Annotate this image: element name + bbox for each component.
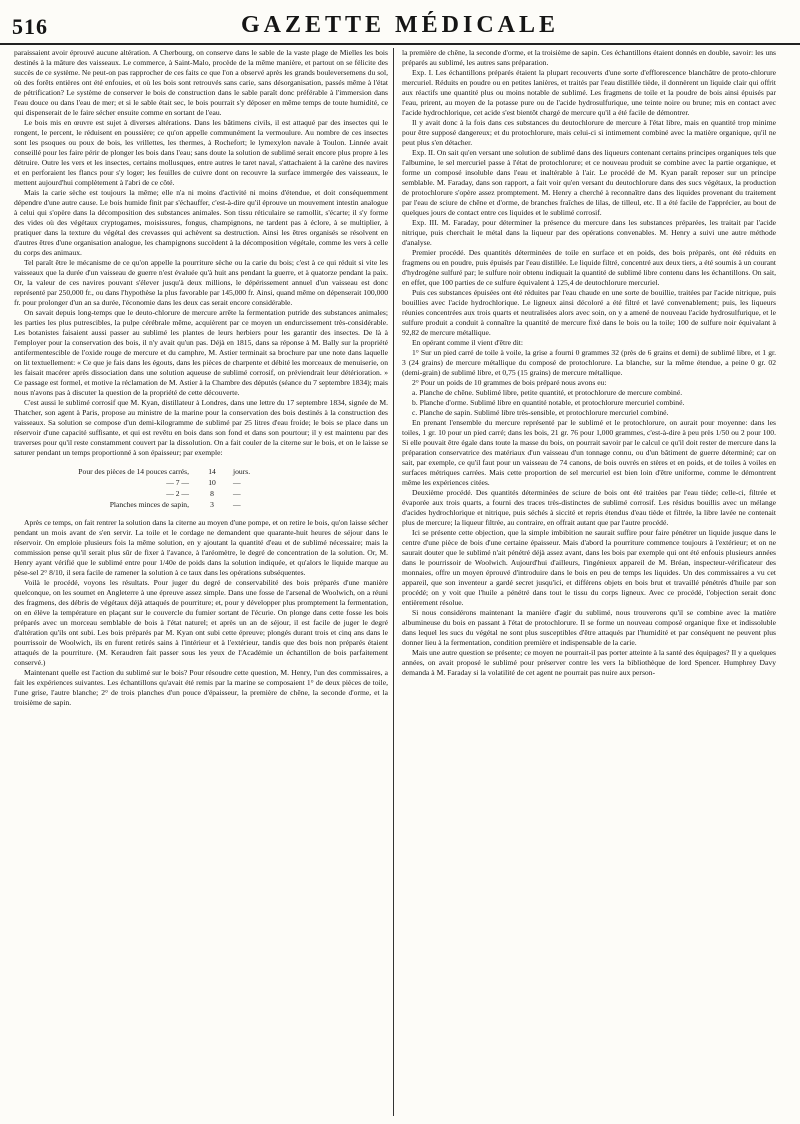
table-cell-unit: — — [233, 500, 241, 509]
table-cell-label: — 7 — — [166, 478, 189, 487]
paragraph: En opérant comme il vient d'être dit: — [412, 338, 524, 347]
table-cell-label: — 2 — — [166, 489, 189, 498]
journal-title: GAZETTE MÉDICALE — [240, 12, 560, 38]
paragraph: On savait depuis long-temps que le deuto-chlorure de mercure arrête la fermentation putride des substances animales; les parties les plus putrescibles, la pulpe cérébrale même, acquièrent par ce moyen un endurcissement très-considérable. Les botanistes faisaient aussi passer au sublimé les plantes de leurs herbiers pour les garantir des insectes. De là à l'employer pour la conservation des bois, il n'y avait qu'un pas. Déjà en 1815, dans sa réponse à M. Bally sur la propriété antifermentescible de l'oxide rouge de mercure et du camphre, M. Astier terminait sa brochure par une note dans laquelle on lit textuellement: « Ce que je fais dans les égouts, dans les pièces de charpente et débité les morceaux de menuiserie, on les faisait macérer après dissociation dans une solution aqueuse de sublimé corrosif, on préviendrait leur détérioration. » Ce passage est formel, et motive la réclamation de M. Astier à la Chambre des députés (séance du 7 septembre 1834); mais nous n'avons pas à discuter la question de la propriété de cette découverte. — [14, 308, 388, 397]
paragraph: paraissaient avoir éprouvé aucune altération. A Cherbourg, on conserve dans le sable de la vaste plage de Mielles les bois destinés à la mâture des vaisseaux. Le commerce, à Saint-Malo, procède de la même manière, et partout on se félicite des succès de ce système. Ne peut-on pas rapprocher de ces faits ce que l'on a observé après les grands bouleversemens du sol, où des forêts entières ont été enfouies, et où les bois sont retrouvés sans carie, sans désorganisation, passés même à l'état de pétrification? Le système de conserver le bois de construction dans le sable paraît donc préférable à l'immersion dans l'eau douce ou dans l'eau de mer; et si le sable était sec, le bois pourrait s'y déposer en même temps de toute humidité, ce qui dispenserait de le faire sécher ensuite comme en sortant de l'eau. — [14, 48, 388, 117]
paragraph: Ici se présente cette objection, que la simple imbibition ne saurait suffire pour faire pénétrer un liquide jusque dans le centre d'une pièce de bois d'une certaine épaisseur. Mais d'abord la pourriture commence toujours à l'extérieur; et on ne saurait douter que le sublimé n'ait pénétré déjà assez avant, dans les bois par exemple qui ont été enfouis plusieurs années dans le pourrissoir de Woolwich. Aujourd'hui d'ailleurs, l'ingénieux appareil de M. Bréan, inspecteur-vérificateur des monnaies, offre un moyen éprouvé d'introduire dans le bois en peu de temps les liquides. Un des commissaires a vu cet appareil, que son inventeur a gardé secret jusqu'ici, et différens objets en bois brut et travaillé pénétrés d'huile par son procédé; on y voit que l'huile a pénétré dans tout le tissu du corps ligneux. Avec ce procédé, l'objection serait donc entièrement résolue. — [402, 528, 776, 607]
paragraph: Tel paraît être le mécanisme de ce qu'on appelle la pourriture sèche ou la carie du bois; c'est à ce qui réduit si vite les vaisseaux que la durée d'un vaisseau de guerre n'est évaluée qu'à huit ans pendant la guerre, et à quatorze pendant la paix. Or, la valeur de ces navires pouvant s'élever jusqu'à deux millions, le dépérissement annuel d'un vaisseau est donc représenté par 250,000 fr., ou dans l'hypothèse la plus favorable par 145,000 fr. Ainsi, quand même on dépenserait 100,000 fr. pour prolonger d'un an sa durée, l'économie dans les deux cas serait encore considérable. — [14, 258, 388, 307]
paragraph: Voilà le procédé, voyons les résultats. Pour juger du degré de conservabilité des bois préparés d'une manière quelconque, on les soumet en Angleterre à une épreuve assez simple. Dans une fosse de l'arsenal de Woolwich, on a réuni des fragmens, des débris de végétaux déjà attaqués de pourriture; et, pour y développer plus promptement la fermentation, on en élève la température en plaçant sur le couvercle du fumier sortant de l'écurie. On plonge dans cette fosse les bois préparés avec un morceau semblable de bois à l'état naturel; et après un an de séjour, il est facile de juger le degré d'altération qu'ils ont subi. Les bois préparés par M. Kyan ont subi cette épreuve; plongés durant trois et cinq ans dans le pourrissoir de Woolwich, ils en furent retirés sains à l'intérieur et à l'extérieur, tandis que des bois non préparés étaient attaqués de la pourriture. (M. Keraudren fait passer sous les yeux de l'Académie un échantillon de bois parfaitement conservé.) — [14, 578, 388, 667]
paragraph: Après ce temps, on fait rentrer la solution dans la citerne au moyen d'une pompe, et on retire le bois, qu'on laisse sécher pendant un mois avant de s'en servir. La toile et le cordage ne demandent que quarante-huit heures de séjour dans le réservoir. On emploie plusieurs fois la même solution, en y ajoutant la quantité d'eau et de sublimé nécessaire; mais la commission pense qu'il serait plus sûr de fixer à l'avance, à l'aréomètre, le degré de concentration de la solution. Or, M. Henry ayant vérifié que le sublimé entre pour 1/40e de poids dans la solution indiquée, et qu'alors le liquide marque au pèse-sel 2° 8/10, il sera facile de ramener la solution à ce taux dans les opérations subséquentes. — [14, 518, 388, 577]
right-column — [402, 48, 776, 1118]
table-cell-unit: jours. — [233, 467, 251, 476]
paragraph: Puis ces substances épuisées ont été réduites par l'eau chaude en une sorte de bouillie, traitées par l'acide nitrique, puis bouillies avec l'acide hydrochlorique. Le ligneux ainsi décoloré a été filtré et lavé convenablement; puis, les liqueurs réunies concentrées aux trois quarts et neutralisées alors avec soin, on y a amené de nouveau l'acide hydrosulfurique, et le sulfure produit a conduit à connaître la quantité de mercure fixé dans le bois ou la toile; 100 de sulfure noir équivalant à 92,82 de mercure métallique. — [402, 288, 776, 337]
column-divider — [393, 48, 394, 1116]
table-row — [14, 466, 388, 477]
paragraph: Si nous considérons maintenant la manière d'agir du sublimé, nous trouverons qu'il se combine avec la matière albumineuse du bois en passant à l'état de protochlorure. Il se forme un nouveau composé organique fixe et indissoluble dans lequel les sucs du végétal ne sont plus susceptibles d'être attaqués par l'humidité et par conséquent ne peuvent plus donner lieu à la fermentation, condition première et indispensable de la carie. — [402, 608, 776, 647]
paragraph: Le bois mis en œuvre est sujet à diverses altérations. Dans les bâtimens civils, il est attaqué par des insectes qui le rongent, le percent, le réduisent en poussière; ce qu'on appelle communément la vermoulure. Au nombre de ces insectes sont les psoques ou poux de bois, les vrillettes, les thermes, à Rochefort; le lymexylon navale à Toulon. Linnée avait conseillé pour les faire périr de plonger les bois dans l'eau; sans doute la solution de sublimé serait encore plus propre à les détruire. Outre les vers et les insectes, certains mollusques, entre autres le taret naval, s'attachaient à la carène des navires et en perforaient les flancs pour s'y loger; les feuilles de cuivre dont on recouvre la surface immergée des vaisseaux, le mettent aujourd'hui complètement à l'abri de ce côté. — [14, 118, 388, 187]
left-column — [14, 48, 388, 1118]
table-cell-value: 3 — [210, 500, 214, 509]
paragraph: Deuxième procédé. Des quantités déterminées de sciure de bois ont été traitées par l'eau tiède; celle-ci, filtrée et évaporée aux trois quarts, a fourni des traces très-distinctes de sublimé corrosif. Les résidus bouillis avec un mélange d'acides hydrochlorique et nitrique, puis séchés à siccité et repris étendus d'eau tiède et filtrée, la libre lavée ne contenait plus de mercure; la liqueur filtrée, au contraire, en offrait autant que par l'autre procédé. — [402, 488, 776, 527]
list-item: c. Planche de sapin. Sublimé libre très-sensible, et protochlorure mercuriel combiné. — [412, 408, 669, 417]
paragraph: Mais une autre question se présente; ce moyen ne pourrait-il pas porter atteinte à la santé des équipages? Il y a quelques années, on avait proposé le sublimé pour préserver contre les vers la bibliothèque de lord Spencer. Humphrey Davy demanda à M. Faraday si la volatilité de cet agent ne pourrait pas nuire aux person- — [402, 648, 776, 677]
soaking-time-table — [14, 466, 388, 510]
paragraph: la première de chêne, la seconde d'orme, et la troisième de sapin. Ces échantillons étaient donnés en double, savoir: les uns préparés au sublimé, les autres sans préparation. — [402, 48, 776, 67]
paragraph: Premier procédé. Des quantités déterminées de toile en surface et en poids, des bois préparés, ont été réduits en fragmens ou en poudre, puis épuisés par l'eau distillée. Le liquide filtré, concentré aux deux tiers, a été soumis à un courant d'hydrogène sulfuré par; le sulfure noir obtenu indiquait la quantité de sublimé libre contenu dans les échantillons. On sait, en effet, que 100 parties de ce sulfure équivalent à 125,4 de deutochlorure mercuriel. — [402, 248, 776, 287]
table-cell-unit: — — [233, 478, 241, 487]
paragraph: Exp. III. M. Faraday, pour déterminer la présence du mercure dans les substances préparées, les traitait par l'acide nitrique, puis cherchait le métal dans la liqueur par des opérations convenables. M. Henry a suivi une autre méthode d'analyse. — [402, 218, 776, 247]
paragraph: Maintenant quelle est l'action du sublimé sur le bois? Pour résoudre cette question, M. Henry, l'un des commissaires, a fait les expériences suivantes. Les échantillons qu'avait été remis par la marine se composaient 1° de deux pièces de toile, l'une grise, l'autre blanche; 2° de trois planches d'un pouce d'épaisseur, la première de chêne, la seconde d'orme, et la troisième de sapin. — [14, 668, 388, 707]
list-item: b. Planche d'orme. Sublimé libre en quantité notable, et protochlorure mercuriel combiné. — [412, 398, 685, 407]
paragraph: Exp. I. Les échantillons préparés étaient la plupart recouverts d'une sorte d'efflorescence blanchâtre de proto-chlorure mercuriel. Réduits en poudre ou en petites lanières, et traités par l'eau distillée tiède, il donnèrent un liquide clair qui offrit aux réactifs une quantité plus ou moins notable de sublimé. Les fragmens de toile et la poudre de bois ainsi épuisés par l'eau, prirent, au moyen de la potasse pure ou de l'acide hydrosulfurique, une teinte noire ou brune; mis en contact avec l'acide hydrochlorique, cet acide s'est bientôt chargé de mercure qu'il a été facile de démontrer. — [402, 68, 776, 117]
page-number: 516 — [12, 14, 48, 39]
paragraph: 1° Sur un pied carré de toile à voile, la grise a fourni 0 grammes 32 (près de 6 grains et demi) de sublimé libre, et 1 gr. 3 (24 grains) de mercure métallique du composé de protochlorure. La blanche, sur la même étendue, a peine 0 gr. 02 (demi-grain) de sublimé libre, et 0,75 (15 grains) de mercure métallique. — [402, 348, 776, 377]
paragraph: Mais la carie sèche est toujours la même; elle n'a ni moins d'activité ni moins d'étendue, et doit conséquemment dépendre d'une autre cause. Le bois humide finit par s'échauffer, c'est-à-dire qu'il éprouve un mouvement intestin analogue à celui qui s'opère dans la décomposition des substances animales. Son tissu réticulaire se ramollit, s'écarte; il s'y forme des vides où des végétaux cryptogames, moisissures, fongus, champignons, ne tardent pas à éclore, à se multiplier, à pratiquer dans la texture du végétal des crevasses qui achèvent sa destruction. Ainsi les êtres organisés se résolvent en d'autres êtres d'une organisation analogue, les champignons succèdent à la décomposition végétale, comme les vers à celle du corps des animaux. — [14, 188, 388, 257]
table-cell-label: Pour des pièces de 14 pouces carrés, — [78, 467, 189, 476]
paragraph: 2° Pour un poids de 10 grammes de bois préparé nous avons eu: — [412, 378, 607, 387]
table-cell-unit: — — [233, 489, 241, 498]
table-row — [14, 499, 388, 510]
table-cell-value: 10 — [208, 478, 216, 487]
list-item: a. Planche de chêne. Sublimé libre, petite quantité, et protochlorure de mercure combiné. — [412, 388, 683, 397]
header-rule — [0, 43, 800, 45]
paragraph: Il y avait donc à la fois dans ces substances du deutochlorure de mercure à l'état libre, mais en quantité trop minime pour être supposé dangereux; et du protochlorure, mais celui-ci si intimement combiné avec la matière organique, qu'il ne peut plus s'en détacher. — [402, 118, 776, 147]
table-cell-value: 8 — [210, 489, 214, 498]
table-row — [14, 477, 388, 488]
paragraph: C'est aussi le sublimé corrosif que M. Kyan, distillateur à Londres, dans une lettre du 17 septembre 1834, signée de M. Thatcher, son agent à Paris, propose au ministre de la marine pour la conservation des bois destinés à la construction des vaisseaux. Sa solution se compose d'un demi-kilogramme de sublimé par 25 litres d'eau froide; le bois se place dans un réservoir d'une capacité suffisante, et qui est revêtu en bois dans son fond et dans son pourtour; il y est maintenu par des traverses pour qu'il reste constamment couvert par la dissolution. On a fait couler de la citerne sur le bois, et on le laisse se saturer pendant un temps proportionné à son épaisseur; par exemple: — [14, 398, 388, 457]
table-row — [14, 488, 388, 499]
paragraph: En prenant l'ensemble du mercure représenté par le sublimé et le protochlorure, on aurait pour moyenne: dans les toiles, 1 gr. 10 pour un pied carré; dans les bois, 21 gr. 76 pour 1,000 grammes, c'est-à-dire à peu près 1/50 ou 2 pour 100. Si elle pouvait être égale dans toute la masse du bois, on pourrait savoir par le calcul ce qu'il doit rester de mercure dans la préparation conservatrice des matériaux d'un vaisseau d'un tonnage connu, ou d'un bâtiment de guerre déterminé; car on sait, par exemple, ce qu'il faut pour un vaisseau de 74 canons, de bois ouvrés en stères et en poids, et de toiles à voiles en surfaces métriques carrées. Mais cette proportion de sel mercuriel est bien loin d'être uniforme, comme le démontrent même les expériences citées. — [402, 418, 776, 487]
paragraph: Exp. II. On sait qu'en versant une solution de sublimé dans des liqueurs contenant certains principes organiques tels que l'albumine, le sel mercuriel passe à l'état de protochlorure; et ce nouveau produit se combine avec la partie organique, et forme un composé insoluble dans l'eau et inaltérable à l'air. Le procédé de M. Kyan paraît reposer sur un principe semblable. M. Faraday, dans son rapport, a fait voir qu'en versant du deutochlorure dans des sucs végétaux, la production de protochlorure s'opère assez promptement. M. Henry a cherché à reconnaître dans des liquides provenant du traitement par l'eau de sciure de chêne et d'orme, de branches fraîches de lilas, de tilleul, etc. Il a été facile de l'apprécier, au bout de quelques jours de contact entre ces liquides et le sublimé corrosif. — [402, 148, 776, 217]
table-cell-label: Planches minces de sapin, — [109, 500, 189, 509]
page-header — [0, 0, 800, 46]
table-cell-value: 14 — [208, 467, 216, 476]
